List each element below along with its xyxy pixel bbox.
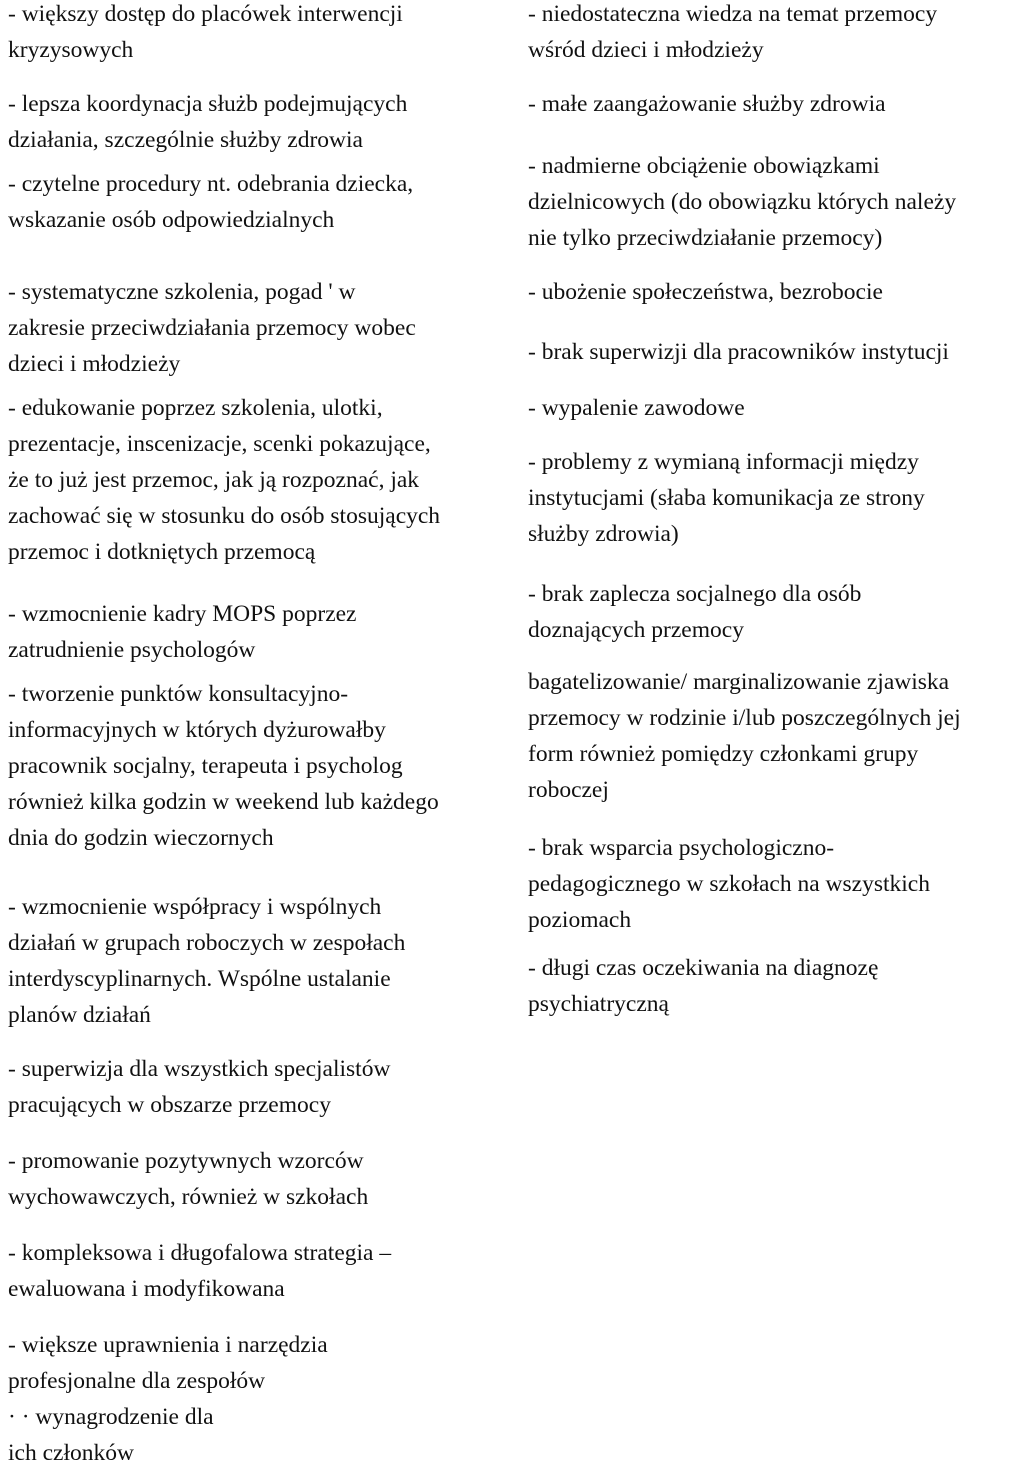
right-column-item: [528, 86, 886, 122]
left-column-item-line: - lepsza koordynacja służb podejmujących: [8, 91, 408, 117]
left-column-item-line: - czytelne procedury nt. odebrania dziecka,: [8, 171, 414, 197]
right-column-item-line: przemocy w rodzinie i/lub poszczególnych jej: [528, 705, 961, 731]
right-column-item-line: pedagogicznego w szkołach na wszystkich: [528, 871, 930, 897]
left-column-item-line: informacyjnych w których dyżurowałby: [8, 717, 386, 743]
left-column-item-line: - superwizja dla wszystkich specjalistów: [8, 1056, 391, 1082]
left-column-item-line: że to już jest przemoc, jak ją rozpoznać, jak: [8, 467, 420, 493]
right-column-item-line: doznających przemocy: [528, 617, 744, 643]
right-column-item-line: - wypalenie zawodowe: [528, 395, 745, 421]
right-column-item: [528, 664, 961, 808]
left-column-item-line: działań w grupach roboczych w zespołach: [8, 930, 406, 956]
right-column-item-line: - problemy z wymianą informacji między: [528, 449, 919, 475]
left-column-item-line: - promowanie pozytywnych wzorców: [8, 1148, 364, 1174]
left-column-item: [8, 0, 403, 68]
right-column-item-line: form również pomiędzy członkami grupy: [528, 741, 919, 767]
right-column-item: [528, 0, 937, 68]
right-column-item: [528, 274, 883, 310]
left-column-item-line: prezentacje, inscenizacje, scenki pokazujące,: [8, 431, 431, 457]
left-column-item: [8, 889, 405, 1033]
left-column-item-line: dzieci i młodzieży: [8, 351, 181, 377]
right-column-item-line: - brak wsparcia psychologiczno-: [528, 835, 835, 861]
left-column-item: [8, 1327, 328, 1471]
right-column-item: [528, 390, 745, 426]
left-column-item-line: wskazanie osób odpowiedzialnych: [8, 207, 335, 233]
right-column-item-line: nie tylko przeciwdziałanie przemocy): [528, 225, 883, 251]
left-column-item-line: · · wynagrodzenie dla: [8, 1404, 214, 1430]
left-column-item: [8, 390, 440, 570]
left-column-item-line: zatrudnienie psychologów: [8, 637, 256, 663]
left-column-item-line: zachować się w stosunku do osób stosujących: [8, 503, 441, 529]
left-column-item-line: interdyscyplinarnych. Wspólne ustalanie: [8, 966, 391, 992]
left-column-item-line: profesjonalne dla zespołów: [8, 1368, 266, 1394]
left-column-item: [8, 274, 416, 382]
right-column-item-line: roboczej: [528, 777, 609, 803]
left-column-item: [8, 1235, 391, 1307]
right-column-item-line: - niedostateczna wiedza na temat przemocy: [528, 1, 938, 27]
right-column-item-line: - małe zaangażowanie służby zdrowia: [528, 91, 886, 117]
left-column-item-line: - większy dostęp do placówek interwencji: [8, 1, 403, 27]
right-column-item-line: - ubożenie społeczeństwa, bezrobocie: [528, 279, 883, 305]
right-column-item-line: - długi czas oczekiwania na diagnozę: [528, 955, 879, 981]
right-column-item-line: dzielnicowych (do obowiązku których należy: [528, 189, 957, 215]
right-column-item-line: psychiatryczną: [528, 991, 669, 1017]
right-column-item-line: - nadmierne obciążenie obowiązkami: [528, 153, 880, 179]
left-column-item-line: - edukowanie poprzez szkolenia, ulotki,: [8, 395, 383, 421]
left-column-item: [8, 1143, 368, 1215]
left-column-item-line: - wzmocnienie kadry MOPS poprzez: [8, 601, 357, 627]
right-column-item-line: - brak zaplecza socjalnego dla osób: [528, 581, 862, 607]
right-column-item-line: wśród dzieci i młodzieży: [528, 37, 764, 63]
left-column-item-line: ich członków: [8, 1440, 134, 1466]
left-column-item-line: działania, szczególnie służby zdrowia: [8, 127, 363, 153]
right-column-item: [528, 950, 878, 1022]
left-column-item-line: kryzysowych: [8, 37, 134, 63]
right-column-item: [528, 576, 861, 648]
right-column-item-line: instytucjami (słaba komunikacja ze strony: [528, 485, 925, 511]
left-column-item: [8, 1051, 390, 1123]
left-column-item: [8, 86, 407, 158]
right-column-item-line: bagatelizowanie/ marginalizowanie zjawiska: [528, 669, 950, 695]
left-column-item-line: planów działań: [8, 1002, 151, 1028]
right-column-item-line: poziomach: [528, 907, 632, 933]
left-column-item-line: dnia do godzin wieczornych: [8, 825, 274, 851]
left-column-item: [8, 166, 413, 238]
right-column-item: [528, 148, 956, 256]
right-column-item-line: - brak superwizji dla pracowników instytucji: [528, 339, 949, 365]
right-column-item: [528, 334, 949, 370]
left-column-item: [8, 676, 439, 856]
left-column-item-line: również kilka godzin w weekend lub każdego: [8, 789, 439, 815]
left-column-item-line: - wzmocnienie współpracy i wspólnych: [8, 894, 382, 920]
right-column-item: [528, 444, 925, 552]
left-column-item-line: pracownik socjalny, terapeuta i psycholog: [8, 753, 403, 779]
left-column-item-line: wychowawczych, również w szkołach: [8, 1184, 369, 1210]
left-column-item-line: - kompleksowa i długofalowa strategia –: [8, 1240, 392, 1266]
left-column-item-line: przemoc i dotkniętych przemocą: [8, 539, 316, 565]
left-column-item-line: ewaluowana i modyfikowana: [8, 1276, 285, 1302]
left-column-item: [8, 596, 356, 668]
left-column-item-line: pracujących w obszarze przemocy: [8, 1092, 331, 1118]
right-column-item: [528, 830, 930, 938]
right-column-item-line: służby zdrowia): [528, 521, 679, 547]
left-column-item-line: - tworzenie punktów konsultacyjno-: [8, 681, 349, 707]
left-column-item-line: - większe uprawnienia i narzędzia: [8, 1332, 328, 1358]
left-column-item-line: zakresie przeciwdziałania przemocy wobec: [8, 315, 416, 341]
left-column-item-line: - systematyczne szkolenia, pogad ' w: [8, 279, 356, 305]
